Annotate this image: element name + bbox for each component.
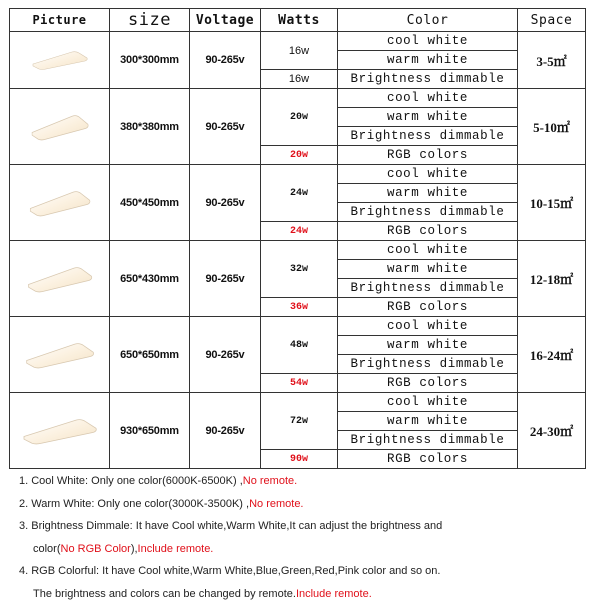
- product-space: 10-15㎡: [518, 165, 586, 241]
- note-item: [19, 515, 589, 538]
- note-warning: No remote.: [242, 475, 298, 487]
- note-text: 3. Brightness Dimmale: It have Cool white,Warm White,It can adjust the brightness and: [19, 520, 443, 533]
- product-voltage: 90-265v: [190, 89, 261, 165]
- note-warning: No remote.: [249, 497, 304, 510]
- color-option: cool white: [338, 317, 518, 336]
- table-row: [10, 241, 586, 260]
- note-text: 1. Cool White: Only one color(6000K-6500K) ,: [19, 475, 243, 487]
- header-voltage: Voltage: [190, 9, 261, 32]
- note-item: [19, 470, 589, 493]
- color-option: warm white: [338, 412, 518, 431]
- product-space: 3-5㎡: [518, 32, 586, 89]
- color-option: Brightness dimmable: [338, 203, 518, 222]
- product-picture: [10, 32, 110, 89]
- header-size: size: [110, 9, 190, 32]
- note-text: color(: [33, 542, 61, 555]
- product-size: 650*430mm: [110, 241, 190, 317]
- product-voltage: 90-265v: [190, 317, 261, 393]
- color-option: warm white: [338, 108, 518, 127]
- color-option: RGB colors: [338, 222, 518, 241]
- product-watts-rgb: 36w: [261, 298, 338, 317]
- product-size: 380*380mm: [110, 89, 190, 165]
- product-space: 24-30㎡: [518, 393, 586, 469]
- product-watts: 24w: [261, 165, 338, 222]
- ceiling-lamp-image: [30, 49, 90, 71]
- color-option: cool white: [338, 89, 518, 108]
- product-watts: 72w: [261, 393, 338, 450]
- product-voltage: 90-265v: [190, 241, 261, 317]
- table-row: [10, 89, 586, 108]
- spec-table: [9, 8, 586, 469]
- ceiling-lamp-image: [20, 416, 100, 446]
- color-option: warm white: [338, 336, 518, 355]
- product-space: 16-24㎡: [518, 317, 586, 393]
- note-warning: Include remote.: [295, 587, 372, 600]
- ceiling-lamp-image: [25, 264, 95, 294]
- note-item-continued: [19, 583, 589, 606]
- product-size: 650*650mm: [110, 317, 190, 393]
- ceiling-lamp-image: [23, 340, 97, 370]
- product-size: 930*650mm: [110, 393, 190, 469]
- color-option: RGB colors: [338, 450, 518, 469]
- product-picture: [10, 241, 110, 317]
- product-picture: [10, 165, 110, 241]
- color-option: cool white: [338, 393, 518, 412]
- color-option: cool white: [338, 241, 518, 260]
- color-option: RGB colors: [338, 374, 518, 393]
- product-size: 450*450mm: [110, 165, 190, 241]
- note-warning: Include remote.: [137, 542, 214, 555]
- header-color: Color: [338, 9, 518, 32]
- table-row: [10, 393, 586, 412]
- product-voltage: 90-265v: [190, 32, 261, 89]
- product-space: 12-18㎡: [518, 241, 586, 317]
- product-watts-dimmable: 16w: [261, 70, 338, 89]
- color-option: Brightness dimmable: [338, 70, 518, 89]
- note-item: [19, 493, 589, 516]
- note-text: ),: [130, 542, 138, 555]
- color-option: warm white: [338, 51, 518, 70]
- product-picture: [10, 317, 110, 393]
- ceiling-lamp-image: [27, 188, 93, 218]
- color-option: Brightness dimmable: [338, 355, 518, 374]
- note-text: The brightness and colors can be changed by remote.: [33, 587, 296, 600]
- note-warning: No RGB Color: [60, 542, 131, 555]
- table-row: [10, 317, 586, 336]
- header-row: [10, 9, 586, 32]
- note-text: 2. Warm White: Only one color(3000K-3500K) ,: [19, 497, 250, 510]
- note-text: 4. RGB Colorful: It have Cool white,Warm White,Blue,Green,Red,Pink color and so on.: [19, 565, 441, 578]
- color-option: RGB colors: [338, 146, 518, 165]
- product-voltage: 90-265v: [190, 165, 261, 241]
- product-voltage: 90-265v: [190, 393, 261, 469]
- notes-list: [19, 470, 589, 606]
- product-watts: 32w: [261, 241, 338, 298]
- color-option: Brightness dimmable: [338, 279, 518, 298]
- product-picture: [10, 393, 110, 469]
- product-size: 300*300mm: [110, 32, 190, 89]
- color-option: RGB colors: [338, 298, 518, 317]
- note-item: [19, 560, 589, 583]
- product-watts-rgb: 24w: [261, 222, 338, 241]
- color-option: cool white: [338, 32, 518, 51]
- header-watts: Watts: [261, 9, 338, 32]
- product-picture: [10, 89, 110, 165]
- product-watts-rgb: 20w: [261, 146, 338, 165]
- color-option: cool white: [338, 165, 518, 184]
- product-space: 5-10㎡: [518, 89, 586, 165]
- color-option: Brightness dimmable: [338, 431, 518, 450]
- header-picture: Picture: [10, 9, 110, 32]
- header-space: Space: [518, 9, 586, 32]
- color-option: warm white: [338, 260, 518, 279]
- product-watts-rgb: 90w: [261, 450, 338, 469]
- table-row: [10, 165, 586, 184]
- ceiling-lamp-image: [29, 112, 91, 142]
- product-watts: 20w: [261, 89, 338, 146]
- product-watts: 48w: [261, 317, 338, 374]
- color-option: Brightness dimmable: [338, 127, 518, 146]
- product-watts: 16w: [261, 32, 338, 70]
- product-watts-rgb: 54w: [261, 374, 338, 393]
- note-item-continued: [19, 538, 589, 561]
- color-option: warm white: [338, 184, 518, 203]
- table-row: [10, 32, 586, 51]
